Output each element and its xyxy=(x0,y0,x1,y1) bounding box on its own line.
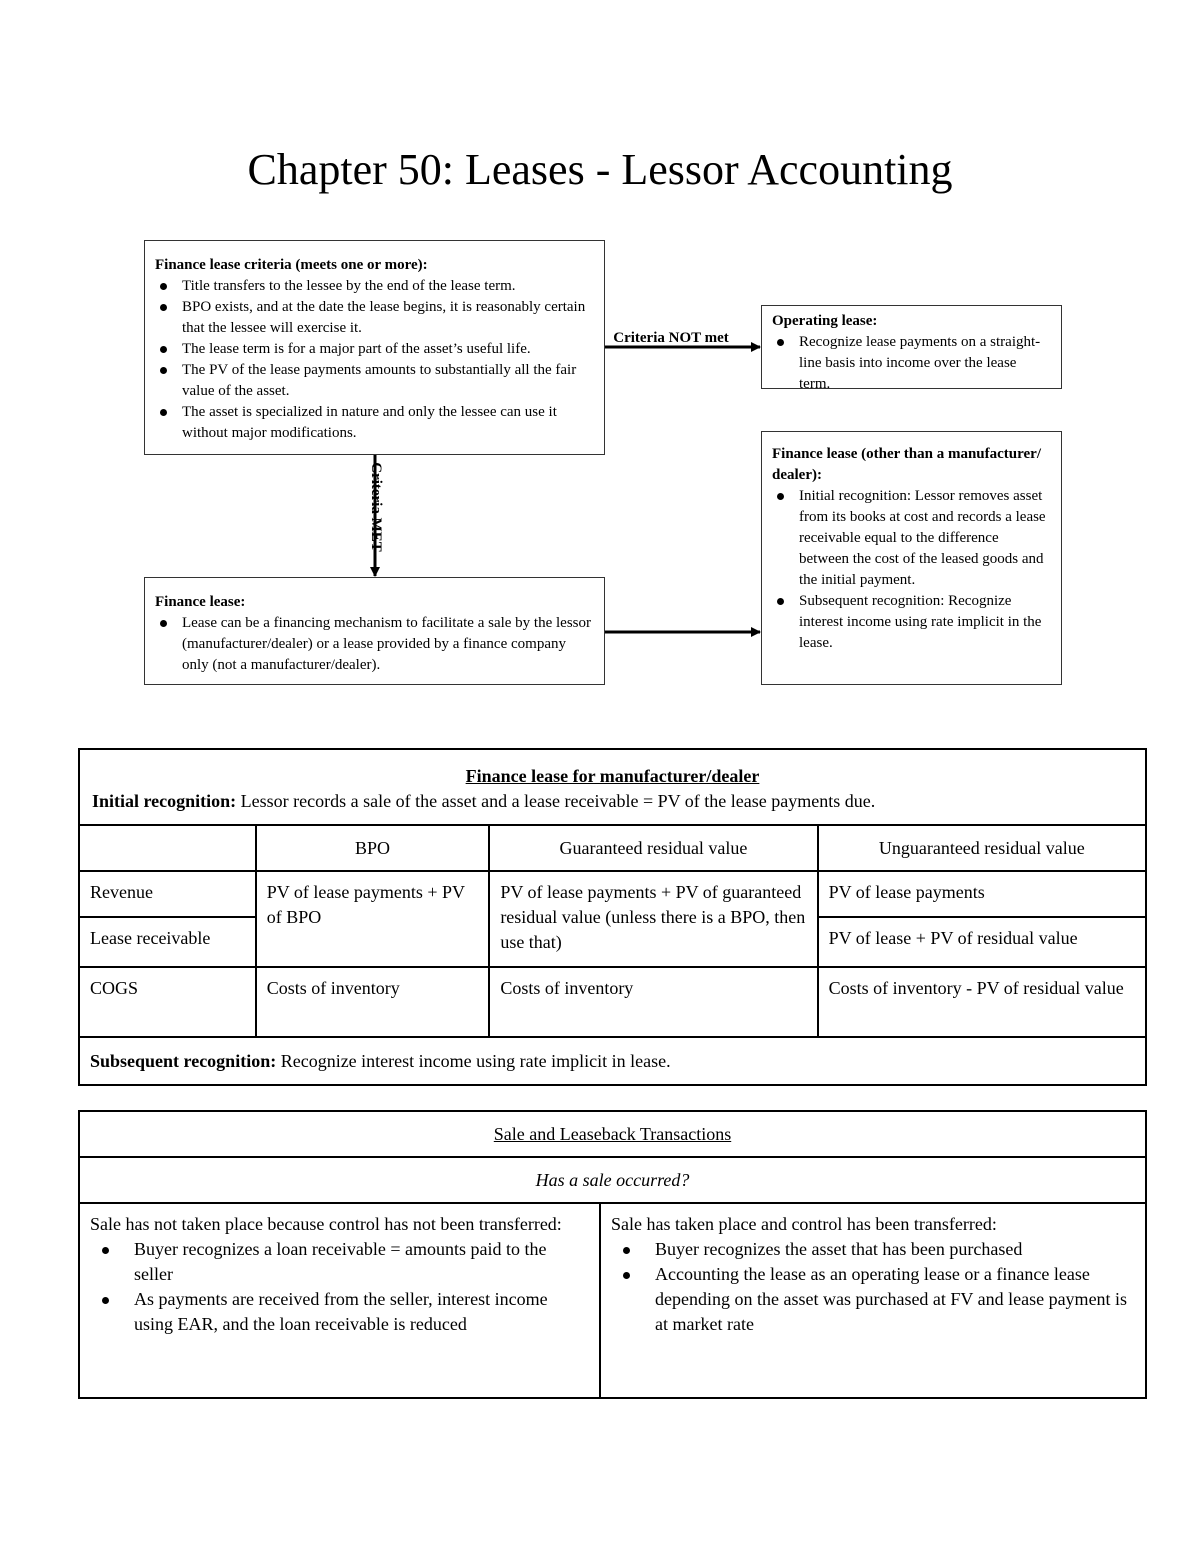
row-label-revenue: Revenue xyxy=(79,871,256,917)
row-label-lease-receivable: Lease receivable xyxy=(79,917,256,967)
sale-not-occurred-item: Buyer recognizes a loan receivable = amounts paid to the seller xyxy=(90,1237,589,1287)
finance-lease-box xyxy=(144,577,605,685)
grv-revenue-receivable-cell: PV of lease payments + PV of guaranteed residual value (unless there is a BPO, then use that) xyxy=(489,871,817,967)
finance-lease-heading: Finance lease: xyxy=(155,594,246,610)
finance-lease-other-item: Subsequent recognition: Recognize interest income using rate implicit in the lease. xyxy=(772,591,1049,654)
criteria-item: The lease term is for a major part of the asset’s useful life. xyxy=(155,339,592,360)
table2-question: Has a sale occurred? xyxy=(79,1157,1146,1203)
sale-leaseback-table xyxy=(78,1110,1147,1399)
criteria-item: BPO exists, and at the date the lease begins, it is reasonably certain that the lessee will exercise it. xyxy=(155,297,592,339)
criteria-not-met-label: Criteria NOT met xyxy=(613,330,729,346)
sale-occurred-item: Buyer recognizes the asset that has been purchased xyxy=(611,1237,1135,1262)
subsequent-recognition-label: Subsequent recognition: xyxy=(90,1050,277,1071)
urv-revenue-cell: PV of lease payments xyxy=(818,871,1146,917)
subsequent-recognition-text: Recognize interest income using rate implicit in lease. xyxy=(276,1050,671,1071)
initial-recognition-label: Initial recognition: xyxy=(92,791,237,811)
sale-occurred-cell xyxy=(600,1203,1146,1398)
col-header-bpo: BPO xyxy=(256,825,490,871)
grv-cogs-cell: Costs of inventory xyxy=(489,967,817,1037)
col-header-guaranteed: Guaranteed residual value xyxy=(489,825,817,871)
col-header-unguaranteed: Unguaranteed residual value xyxy=(818,825,1146,871)
operating-lease-box xyxy=(761,305,1062,392)
sale-not-occurred-intro: Sale has not taken place because control has not been transferred: xyxy=(90,1214,562,1234)
sale-occurred-item: Accounting the lease as an operating lease or a finance lease depending on the asset was purchased at FV and lease payment is at market rate xyxy=(611,1262,1135,1337)
bpo-cogs-cell: Costs of inventory xyxy=(256,967,490,1037)
finance-lease-other-item: Initial recognition: Lessor removes asset from its books at cost and records a lease receivable equal to the difference between the cost of the leased goods and the initial payment. xyxy=(772,486,1049,591)
criteria-box xyxy=(144,240,605,455)
table2-title: Sale and Leaseback Transactions xyxy=(79,1111,1146,1157)
sale-not-occurred-item: As payments are received from the seller, interest income using EAR, and the loan receivable is reduced xyxy=(90,1287,589,1337)
criteria-item: Title transfers to the lessee by the end of the lease term. xyxy=(155,276,592,297)
urv-receivable-cell: PV of lease + PV of residual value xyxy=(818,917,1146,967)
sale-occurred-intro: Sale has taken place and control has been transferred: xyxy=(611,1214,997,1234)
operating-lease-item: Recognize lease payments on a straight-line basis into income over the lease term. xyxy=(772,332,1049,395)
finance-lease-item: Lease can be a financing mechanism to facilitate a sale by the lessor (manufacturer/dealer) or a lease provided by a finance company only (not a manufacturer/dealer). xyxy=(155,613,592,676)
page-title: Chapter 50: Leases - Lessor Accounting xyxy=(247,145,953,194)
operating-lease-heading: Operating lease: xyxy=(772,313,878,329)
empty-header-cell xyxy=(79,825,256,871)
criteria-met-label: Criteria MET xyxy=(368,462,384,552)
urv-cogs-cell: Costs of inventory - PV of residual value xyxy=(818,967,1146,1037)
table1-initial-recognition xyxy=(92,789,1133,814)
bpo-revenue-receivable-cell: PV of lease payments + PV of BPO xyxy=(256,871,490,967)
initial-recognition-text: Lessor records a sale of the asset and a lease receivable = PV of the lease payments due. xyxy=(236,791,876,811)
criteria-item: The asset is specialized in nature and only the lessee can use it without major modifications. xyxy=(155,402,592,444)
manufacturer-dealer-table xyxy=(78,748,1147,1086)
table1-subsequent-recognition xyxy=(79,1037,1146,1085)
row-label-cogs: COGS xyxy=(79,967,256,1037)
criteria-heading: Finance lease criteria (meets one or more): xyxy=(155,257,428,273)
finance-lease-other-box xyxy=(761,431,1062,685)
sale-not-occurred-cell xyxy=(79,1203,600,1398)
table1-title: Finance lease for manufacturer/dealer xyxy=(465,766,760,786)
criteria-item: The PV of the lease payments amounts to substantially all the fair value of the asset. xyxy=(155,360,592,402)
finance-lease-other-heading: Finance lease (other than a manufacturer/ dealer): xyxy=(772,446,1041,483)
